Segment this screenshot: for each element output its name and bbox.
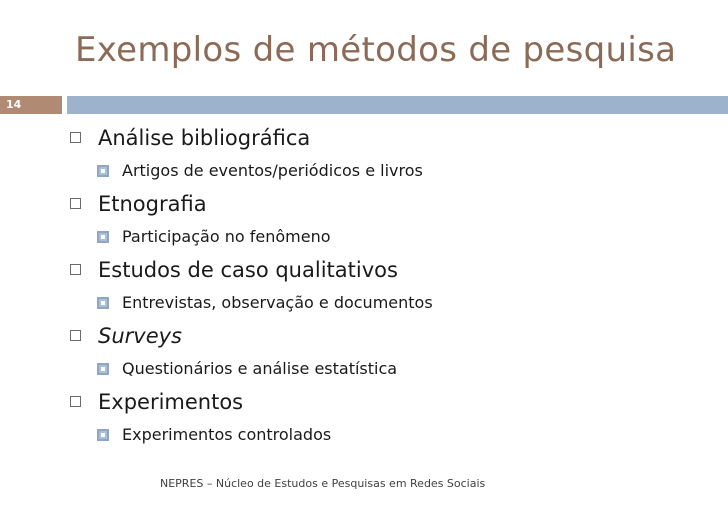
bullet-text: Etnografia (98, 192, 207, 216)
sub-bullet-item (70, 220, 718, 254)
sub-bullet-text: Participação no fenômeno (122, 227, 331, 246)
bullet-item (70, 122, 718, 154)
bullet-text: Análise bibliográfica (98, 126, 311, 150)
sub-bullet-text: Experimentos controlados (122, 425, 332, 444)
bullet-item (70, 188, 718, 220)
bullet-text: Experimentos (98, 390, 244, 414)
filled-square-bullet-icon (97, 165, 109, 177)
bullet-text: Surveys (98, 324, 182, 348)
sub-bullet-item (70, 352, 718, 386)
square-bullet-icon (70, 330, 81, 341)
square-bullet-icon (70, 264, 81, 275)
square-bullet-icon (70, 132, 81, 143)
bullet-text: Estudos de caso qualitativos (98, 258, 398, 282)
sub-bullet-item (70, 154, 718, 188)
square-bullet-icon (70, 198, 81, 209)
sub-bullet-item (70, 286, 718, 320)
filled-square-bullet-icon (97, 297, 109, 309)
slide-footer: NEPRES – Núcleo de Estudos e Pesquisas em Redes Sociais (160, 477, 486, 490)
slide-number: 14 (0, 96, 62, 114)
filled-square-bullet-icon (97, 231, 109, 243)
filled-square-bullet-icon (97, 429, 109, 441)
slide-title: Exemplos de métodos de pesquisa (75, 30, 677, 70)
bullet-list (70, 122, 718, 452)
accent-bar (67, 96, 728, 114)
filled-square-bullet-icon (97, 363, 109, 375)
square-bullet-icon (70, 396, 81, 407)
sub-bullet-text: Artigos de eventos/periódicos e livros (122, 161, 423, 180)
bullet-item (70, 320, 718, 352)
bullet-item (70, 386, 718, 418)
sub-bullet-item (70, 418, 718, 452)
sub-bullet-text: Entrevistas, observação e documentos (122, 293, 433, 312)
sub-bullet-text: Questionários e análise estatística (122, 359, 398, 378)
bullet-item (70, 254, 718, 286)
